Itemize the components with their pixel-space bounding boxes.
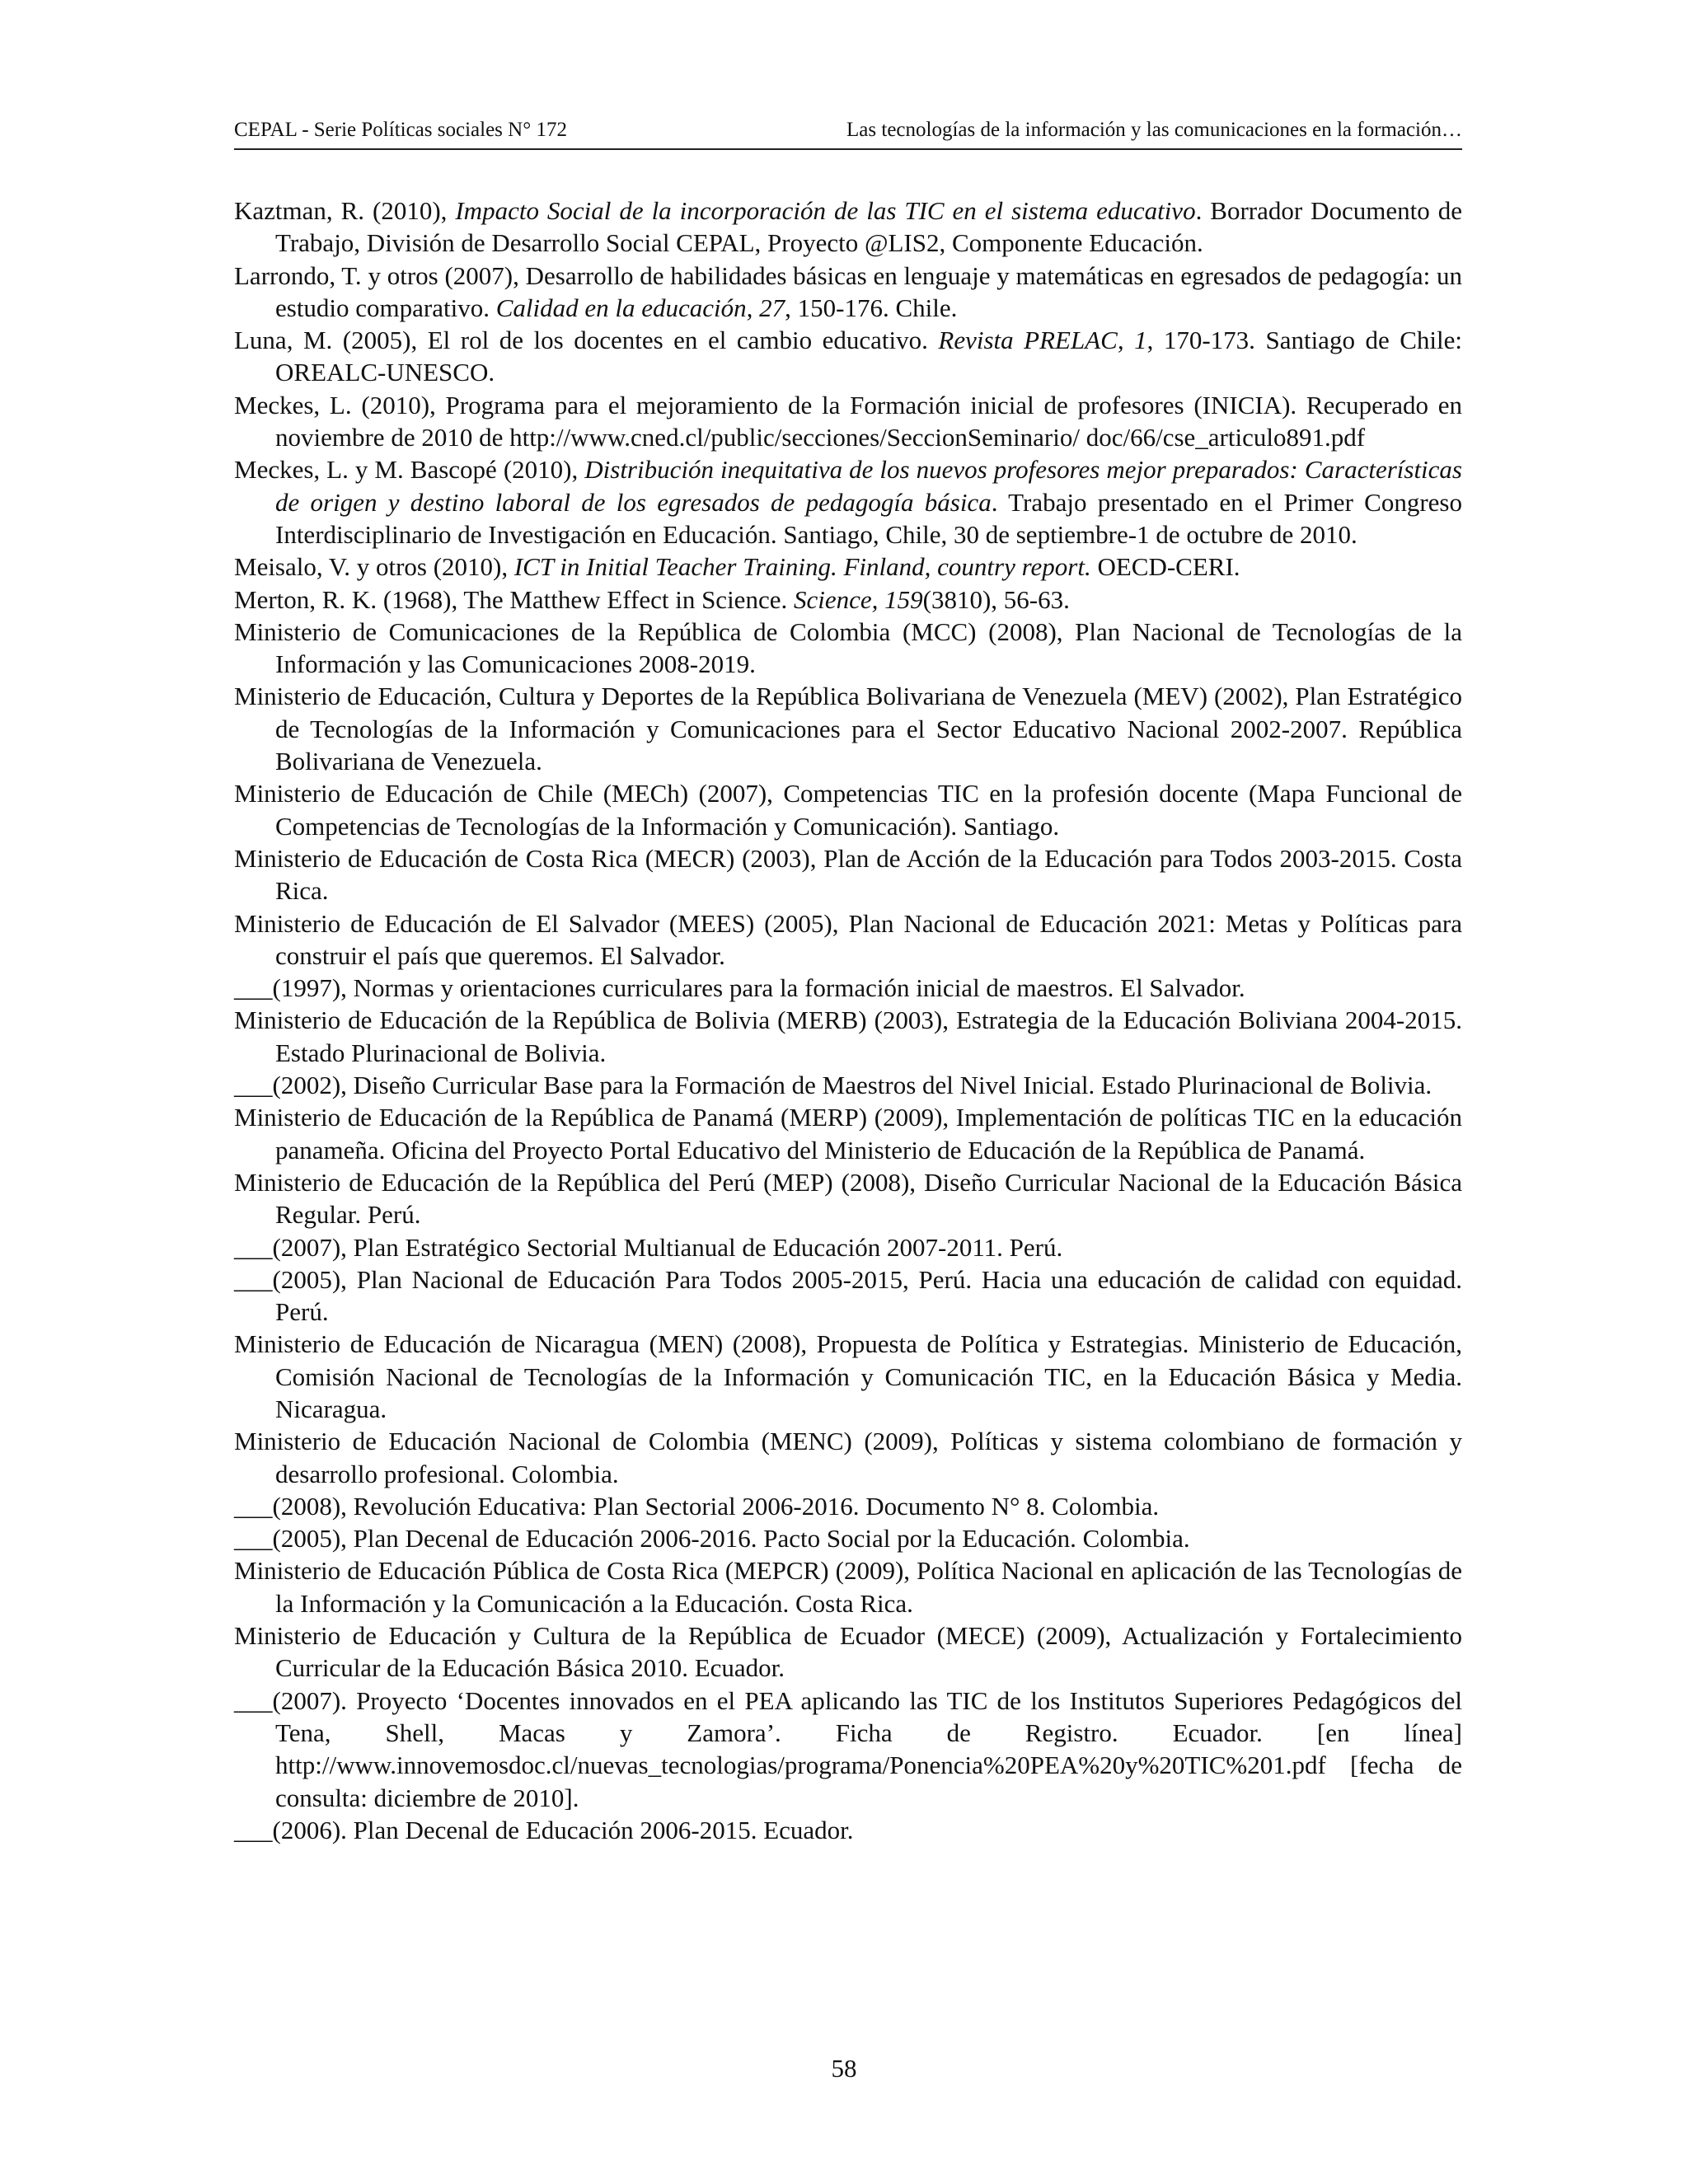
running-header	[234, 115, 1462, 150]
reference-text: Ministerio de Educación Pública de Costa Rica (MEPCR) (2009), Política Nacional en aplicación de las Tecnologías de la Información y la Comunicación a la Educación. Costa Rica.	[234, 1556, 1462, 1618]
reference-italic-text: Revista PRELAC, 1	[938, 326, 1147, 355]
reference-entry	[234, 194, 1462, 260]
reference-text: , 150-176. Chile.	[785, 293, 958, 322]
reference-entry	[234, 1685, 1462, 1814]
reference-text: Ministerio de Educación de la República de Bolivia (MERB) (2003), Estrategia de la Educación Boliviana 2004-2015. Estado Plurinacional de Bolivia.	[234, 1005, 1462, 1067]
reference-text: , 170-173. Santiago de Chile: OREALC-UNESCO.	[275, 326, 1463, 387]
reference-entry	[234, 1554, 1462, 1619]
reference-entry	[234, 389, 1462, 454]
reference-text: ___(2007), Plan Estratégico Sectorial Multianual de Educación 2007-2011. Perú.	[234, 1232, 1063, 1262]
reference-entry	[234, 1425, 1462, 1490]
reference-text: Meckes, L. y M. Bascopé (2010),	[234, 455, 585, 485]
reference-entry	[234, 680, 1462, 777]
reference-entry	[234, 1619, 1462, 1685]
header-series-title: CEPAL - Serie Políticas sociales N° 172	[234, 119, 567, 141]
reference-text: Luna, M. (2005), El rol de los docentes en el cambio educativo.	[234, 326, 939, 355]
reference-entry	[234, 1814, 1462, 1846]
reference-text: Ministerio de Educación de Nicaragua (MEN) (2008), Propuesta de Política y Estrategias. Ministerio de Educación, Comisión Nacional de Tecnologías de la Información y Comunicación TIC, en la Educación Básica y Media. Nicaragua.	[234, 1329, 1462, 1423]
reference-entry	[234, 1522, 1462, 1554]
reference-text: Ministerio de Educación de la República de Panamá (MERP) (2009), Implementación de políticas TIC en la educación panameña. Oficina del Proyecto Portal Educativo del Ministerio de Educación de la República de Panamá.	[234, 1103, 1462, 1165]
reference-text: Merton, R. K. (1968), The Matthew Effect in Science.	[234, 584, 794, 614]
reference-text: Ministerio de Comunicaciones de la República de Colombia (MCC) (2008), Plan Nacional de Tecnologías de la Información y las Comunicaciones 2008-2019.	[234, 616, 1462, 679]
reference-entry	[234, 260, 1462, 325]
reference-entry	[234, 616, 1462, 681]
reference-text: ___(1997), Normas y orientaciones curriculares para la formación inicial de maestros. El Salvador.	[234, 973, 1245, 1003]
reference-text: Ministerio de Educación y Cultura de la República de Ecuador (MECE) (2009), Actualización y Fortalecimiento Curricular de la Educación Básica 2010. Ecuador.	[234, 1621, 1462, 1683]
reference-entry	[234, 551, 1462, 583]
reference-entry	[234, 1263, 1462, 1329]
reference-entry	[234, 1166, 1462, 1231]
reference-text: Kaztman, R. (2010),	[234, 196, 456, 225]
reference-entry	[234, 777, 1462, 842]
reference-entry	[234, 972, 1462, 1004]
reference-italic-text: Calidad en la educación, 27	[495, 293, 785, 322]
reference-entry	[234, 1490, 1462, 1522]
reference-entry	[234, 907, 1462, 972]
bibliography-list	[234, 194, 1462, 1846]
reference-text: ___(2006). Plan Decenal de Educación 2006-2015. Ecuador.	[234, 1815, 854, 1844]
reference-text: Meisalo, V. y otros (2010),	[234, 552, 514, 582]
reference-text: Meckes, L. (2010), Programa para el mejoramiento de la Formación inicial de profesores (INICIA). Recuperado en noviembre de 2010 de http://www.cned.cl/public/secciones/SeccionSeminario/ doc/66/cse_articulo891.pdf	[234, 390, 1462, 452]
reference-text: OECD-CERI.	[1090, 552, 1240, 582]
reference-entry	[234, 1328, 1462, 1425]
reference-text: Larrondo, T. y otros (2007), Desarrollo de habilidades básicas en lenguaje y matemáticas en egresados de pedagogía: un estudio comparativo.	[234, 260, 1462, 322]
reference-italic-text: Science, 159	[793, 584, 923, 614]
reference-text: ___(2005), Plan Decenal de Educación 2006-2016. Pacto Social por la Educación. Colombia.	[234, 1524, 1190, 1554]
reference-entry	[234, 1231, 1462, 1263]
reference-italic-text: ICT in Initial Teacher Training. Finland, country report.	[513, 552, 1091, 582]
reference-text: Ministerio de Educación de Chile (MECh) (2007), Competencias TIC en la profesión docente (Mapa Funcional de Competencias de Tecnologías de la Información y Comunicación). Santiago.	[234, 779, 1462, 841]
reference-text: Ministerio de Educación de El Salvador (MEES) (2005), Plan Nacional de Educación 2021: Metas y Políticas para construir el país que queremos. El Salvador.	[234, 908, 1462, 970]
reference-text: Ministerio de Educación de la República del Perú (MEP) (2008), Diseño Curricular Nacional de la Educación Básica Regular. Perú.	[234, 1167, 1462, 1230]
reference-text: ___(2002), Diseño Curricular Base para la Formación de Maestros del Nivel Inicial. Estado Plurinacional de Bolivia.	[234, 1071, 1432, 1100]
header-document-title: Las tecnologías de la información y las comunicaciones en la formación…	[846, 119, 1462, 141]
reference-italic-text: Impacto Social de la incorporación de las TIC en el sistema educativo	[455, 196, 1196, 225]
page-number: 58	[831, 2054, 857, 2083]
reference-text: Ministerio de Educación de Costa Rica (MECR) (2003), Plan de Acción de la Educación para Todos 2003-2015. Costa Rica.	[234, 843, 1462, 906]
reference-text: ___(2008), Revolución Educativa: Plan Sectorial 2006-2016. Documento N° 8. Colombia.	[234, 1491, 1160, 1521]
reference-text: Ministerio de Educación, Cultura y Deportes de la República Bolivariana de Venezuela (MEV) (2002), Plan Estratégico de Tecnologías de la Información y Comunicaciones para el Sector Educativo Nacional 2002-2007. República Bolivariana de Venezuela.	[234, 682, 1462, 776]
reference-text: . Trabajo presentado en el Primer Congreso Interdisciplinario de Investigación en Educación. Santiago, Chile, 30 de septiembre-1 de octubre de 2010.	[275, 487, 1462, 549]
reference-entry	[234, 842, 1462, 907]
reference-text: (3810), 56-63.	[922, 584, 1070, 614]
reference-text: . Borrador Documento de Trabajo, División de Desarrollo Social CEPAL, Proyecto @LIS2, Componente Educación.	[275, 196, 1463, 258]
reference-entry	[234, 1004, 1462, 1069]
reference-entry	[234, 1101, 1462, 1166]
reference-entry	[234, 453, 1462, 551]
reference-text: ___(2007). Proyecto ‘Docentes innovados en el PEA aplicando las TIC de los Institutos Superiores Pedagógicos del Tena, Shell, Macas y Zamora’. Ficha de Registro. Ecuador. [en línea] http://www.innovemosdoc.cl/nuevas_tecnologias/programa/Ponencia%20PEA%20y%20TIC%201.pdf [fecha de consulta: diciembre de 2010].	[234, 1685, 1462, 1812]
reference-entry	[234, 1069, 1462, 1101]
reference-entry	[234, 583, 1462, 616]
reference-entry	[234, 324, 1462, 389]
reference-italic-text: Distribución inequitativa de los nuevos profesores mejor preparados: Características de origen y destino laboral de los egresados de pedagogía básica	[275, 455, 1462, 517]
reference-text: Ministerio de Educación Nacional de Colombia (MENC) (2009), Políticas y sistema colombiano de formación y desarrollo profesional. Colombia.	[234, 1427, 1462, 1488]
reference-text: ___(2005), Plan Nacional de Educación Para Todos 2005-2015, Perú. Hacia una educación de calidad con equidad. Perú.	[234, 1264, 1462, 1327]
